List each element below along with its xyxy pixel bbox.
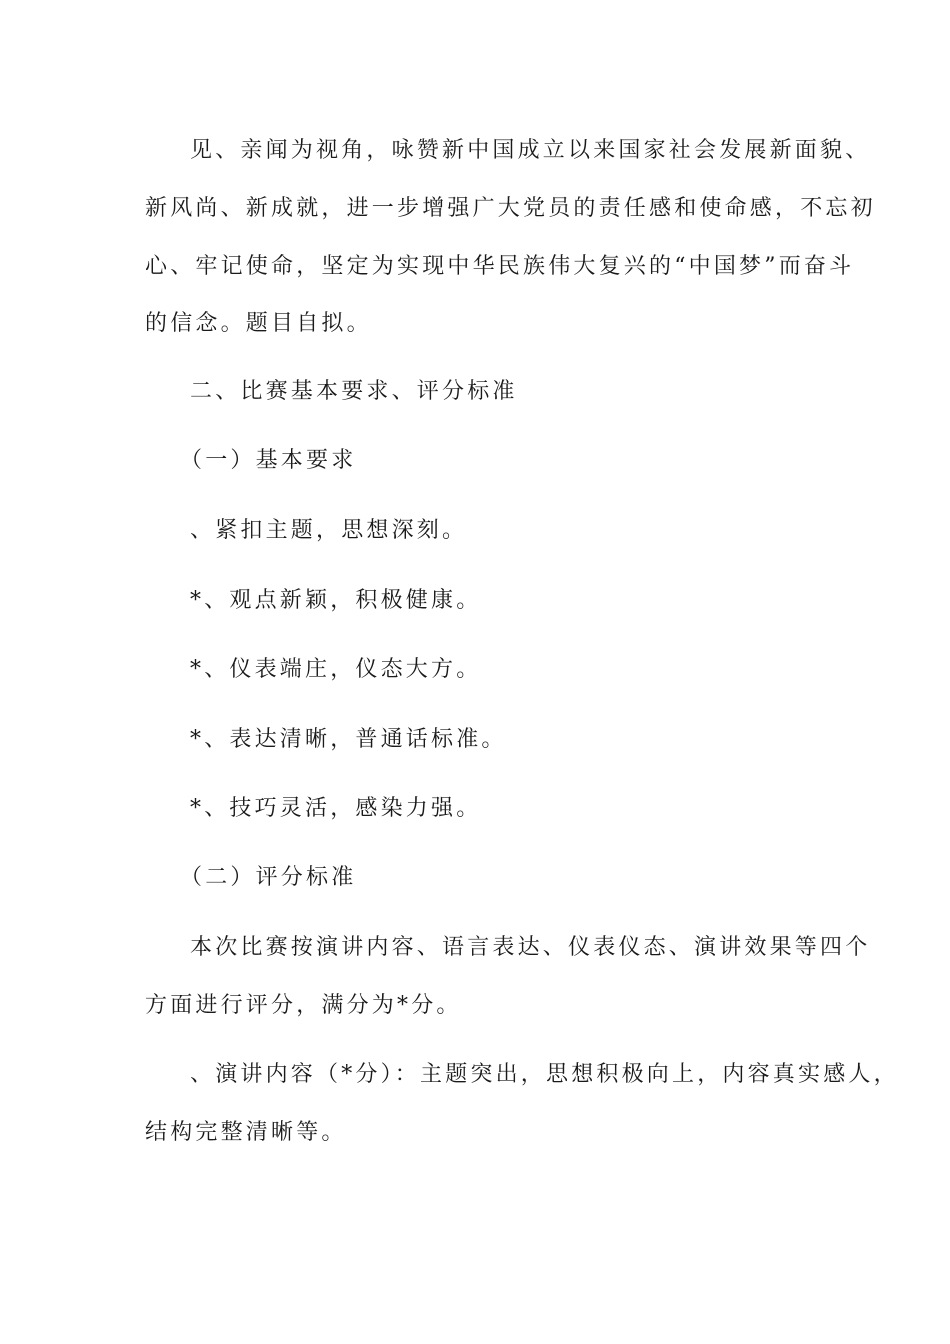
subsection-scoring-criteria: （二）评分标准 — [180, 865, 357, 890]
scoring-item-1-line-2: 结构完整清晰等。 — [145, 1120, 347, 1145]
requirement-item-5: *、技巧灵活，感染力强。 — [190, 796, 482, 821]
scoring-item-1-line-1: 、演讲内容（*分）：主题突出，思想积极向上，内容真实感人， — [190, 1062, 899, 1087]
intro-line-4: 的信念。题目自拟。 — [145, 311, 372, 336]
requirement-item-2: *、观点新颖，积极健康。 — [190, 588, 482, 613]
scoring-paragraph-line-1: 本次比赛按演讲内容、语言表达、仪表仪态、演讲效果等四个 — [190, 935, 871, 960]
requirement-item-1: 、紧扣主题，思想深刻。 — [190, 518, 468, 543]
intro-line-2: 新风尚、新成就，进一步增强广大党员的责任感和使命感，不忘初 — [145, 196, 876, 221]
scoring-paragraph-line-2: 方面进行评分，满分为*分。 — [145, 993, 462, 1018]
subsection-basic-requirements: （一）基本要求 — [180, 448, 357, 473]
intro-line-3: 心、牢记使命，坚定为实现中华民族伟大复兴的“中国梦”而奋斗 — [145, 254, 855, 279]
section-heading: 二、比赛基本要求、评分标准 — [190, 379, 518, 404]
requirement-item-3: *、仪表端庄，仪态大方。 — [190, 657, 482, 682]
requirement-item-4: *、表达清晰，普通话标准。 — [190, 727, 507, 752]
intro-line-1: 见、亲闻为视角，咏赞新中国成立以来国家社会发展新面貌、 — [190, 138, 871, 163]
